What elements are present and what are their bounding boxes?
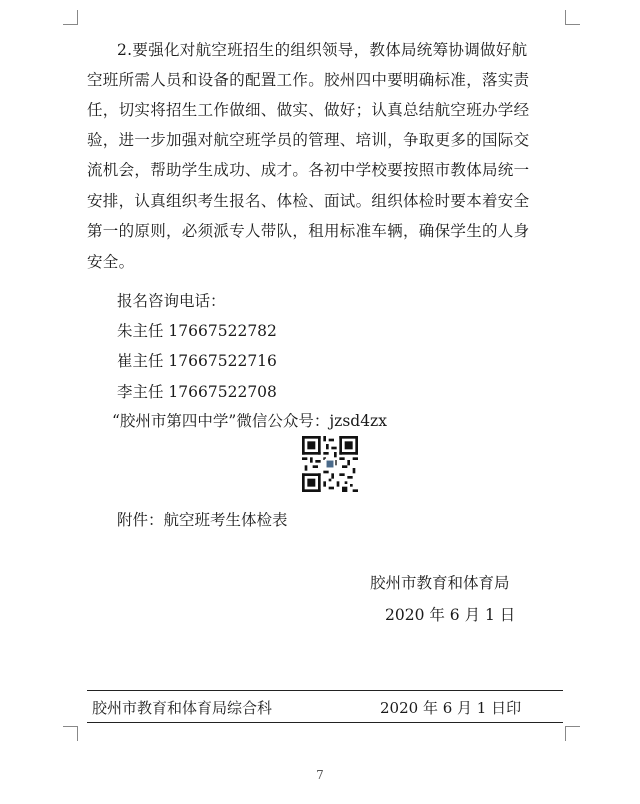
- footer-top-rule: [87, 690, 563, 691]
- body-line-8: 安全。: [87, 253, 135, 271]
- contact-line-1: 朱主任 17667522782: [117, 322, 277, 340]
- crop-mark-top-left: [63, 10, 78, 25]
- contact-line-3: 李主任 17667522708: [117, 383, 277, 401]
- signature-date: 2020 年 6 月 1 日: [385, 606, 516, 624]
- body-line-2: 空班所需人员和设备的配置工作。胶州四中要明确标准，落实责: [87, 71, 530, 89]
- contact-line-2: 崔主任 17667522716: [117, 352, 277, 370]
- signature-org: 胶州市教育和体育局: [370, 574, 510, 592]
- footer-bottom-rule: [87, 722, 563, 723]
- body-line-4: 验，进一步加强对航空班学员的管理、培训，争取更多的国际交: [87, 131, 530, 149]
- crop-mark-bottom-left: [63, 726, 78, 741]
- contact-heading: 报名咨询电话：: [117, 292, 226, 310]
- page-number: 7: [316, 768, 324, 782]
- body-line-1: 2.要强化对航空班招生的组织领导，教体局统筹协调做好航: [117, 41, 528, 59]
- attachment-line: 附件：航空班考生体检表: [117, 511, 288, 529]
- body-line-5: 流机会，帮助学生成功、成才。各初中学校要按照市教体局统一: [87, 161, 530, 179]
- body-line-3: 任，切实将招生工作做细、做实、做好；认真总结航空班办学经: [87, 101, 530, 119]
- body-line-6: 安排，认真组织考生报名、体检、面试。组织体检时要本着安全: [87, 192, 530, 210]
- body-line-7: 第一的原则，必须派专人带队，租用标准车辆，确保学生的人身: [87, 222, 530, 240]
- footer-print-date: 2020 年 6 月 1 日印: [380, 699, 522, 717]
- footer-issuer: 胶州市教育和体育局综合科: [92, 699, 273, 717]
- qr-code-image: [302, 436, 358, 492]
- crop-mark-top-right: [565, 10, 580, 25]
- wechat-account-line: “胶州市第四中学”微信公众号：jzsd4zx: [112, 412, 387, 430]
- crop-mark-bottom-right: [565, 726, 580, 741]
